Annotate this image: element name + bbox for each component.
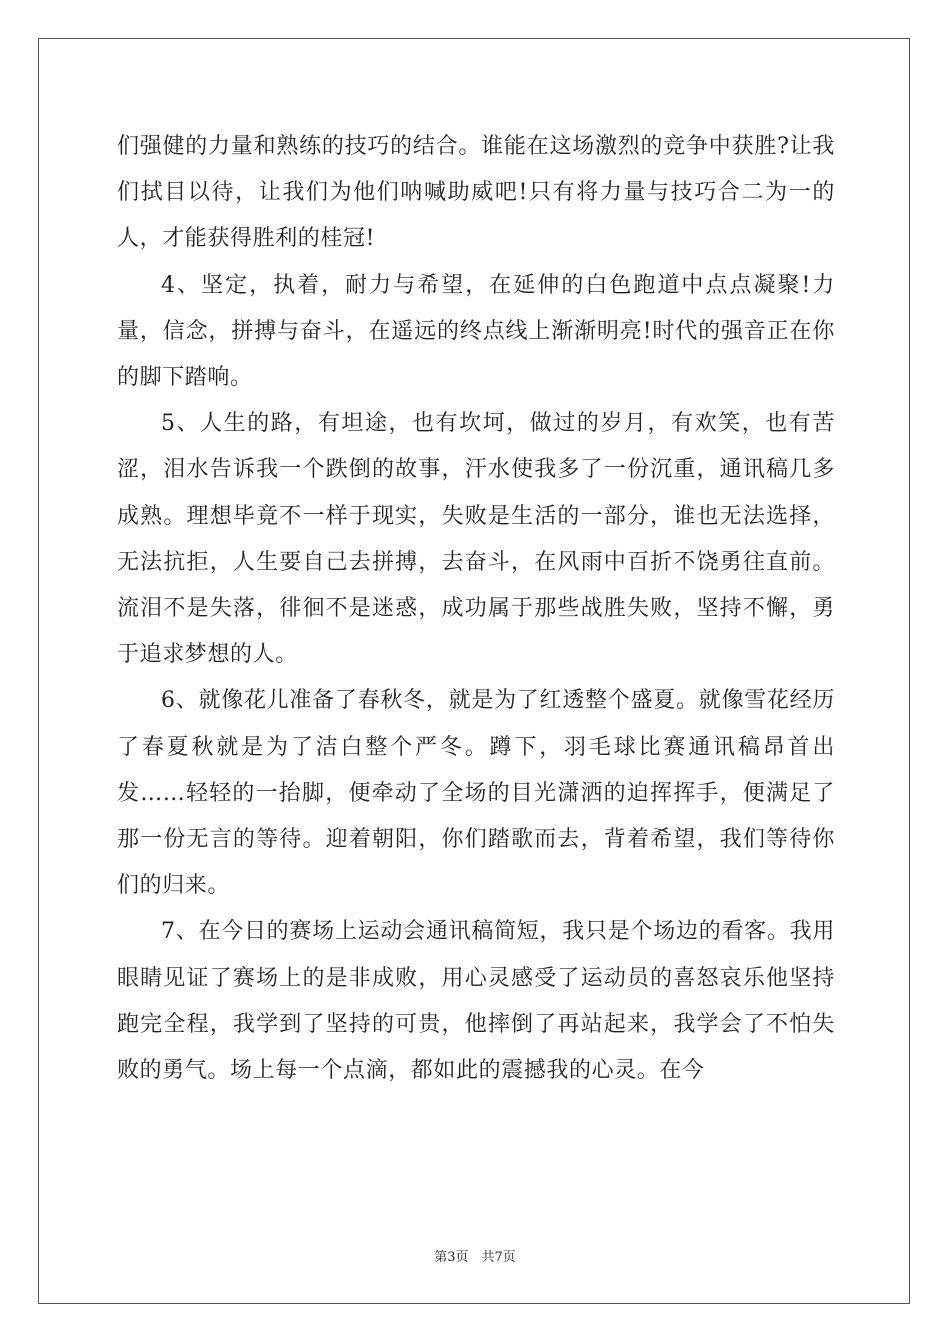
paragraph-3: 5、人生的路，有坦途，也有坎坷，做过的岁月，有欢笑，也有苦涩，泪水告诉我一个跌倒的故事，汗水使我多了一份沉重，通讯稿几多成熟。理想毕竟不一样于现实，失败是生活的一部分，谁也无法选择，无法抗拒，人生要自己去拼搏，去奋斗，在风雨中百折不饶勇往直前。流泪不是失落，徘徊不是迷惑，成功属于那些战胜失败，坚持不懈，勇于追求梦想的人。 bbox=[117, 411, 835, 668]
paragraph-5: 7、在今日的赛场上运动会通讯稿简短，我只是个场边的看客。我用眼睛见证了赛场上的是非成败，用心灵感受了运动员的喜怒哀乐他坚持跑完全程，我学到了坚持的可贵，他摔倒了再站起来，我学会了不怕失败的勇气。场上每一个点滴，都如此的震撼我的心灵。在今 bbox=[117, 919, 835, 1084]
paragraph-2: 4、坚定，执着，耐力与希望，在延伸的白色跑道中点点凝聚!力量，信念，拼搏与奋斗，在遥远的终点线上渐渐明亮!时代的强音正在你的脚下踏响。 bbox=[117, 272, 835, 391]
document-body bbox=[117, 124, 835, 1094]
paragraph-4: 6、就像花儿准备了春秋冬，就是为了红透整个盛夏。就像雪花经历了春夏秋就是为了洁白整个严冬。蹲下，羽毛球比赛通讯稿昂首出发……轻轻的一抬脚，便牵动了全场的目光潇洒的迫挥挥手，便满足了那一份无言的等待。迎着朝阳，你们踏歌而去，背着希望，我们等待你们的归来。 bbox=[117, 688, 835, 899]
paragraph-1: 们强健的力量和熟练的技巧的结合。谁能在这场激烈的竞争中获胜?让我们拭目以待，让我们为他们呐喊助威吧!只有将力量与技巧合二为一的人，才能获得胜利的桂冠! bbox=[117, 134, 835, 252]
page-number-footer: 第3页 共7页 bbox=[434, 1250, 516, 1265]
